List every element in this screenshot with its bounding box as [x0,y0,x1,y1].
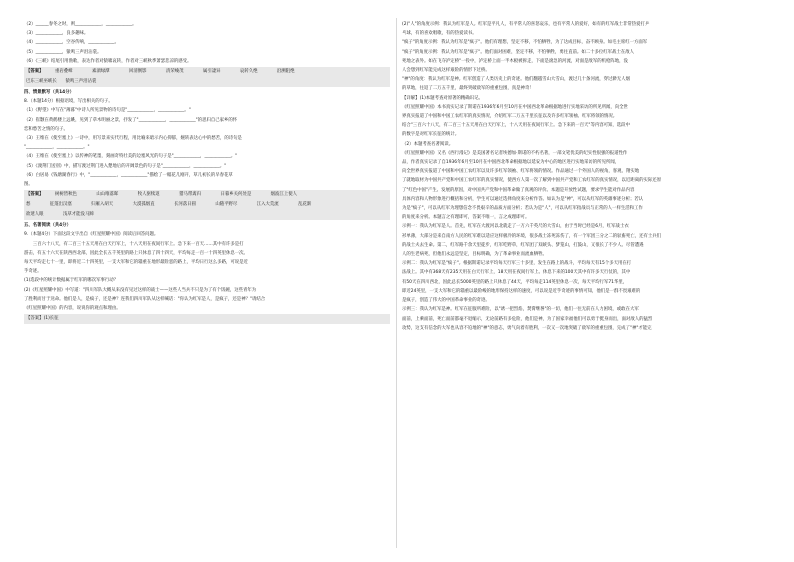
answer-line [26,210,388,220]
answer-item: 猎马带禽归 [179,192,202,198]
answer-item: 浅草才能没马蹄 [62,212,94,218]
question-line: （2）崔颢在黄鹤楼上远眺，见到了草木明丽之景，抒发了"____________，____________"的思归自己家乡的怀 [24,117,238,123]
answer-item: 素湍绿潭 [91,69,110,75]
body-line: 的战士夫去生命。第二，红军路千余天里徒步，红军吃野草，红军团了双峡头、梦笼山，打鼓山，又很长了不少人。尽管遭遇 [402,242,644,248]
body-line: 示例二：我认为红军是"疯子"。根据斯诺记录平均每天行军三十多里，发生在路上的战斗，平均每天有15个多天用在打 [402,261,632,267]
question-line: （2）______春冬之时，则____________，____________。 [24,22,137,27]
answer-line: 【答案】(1)长征 [26,316,59,322]
question-line: （4）王维在《使至塞上》以传神的笔墨，刻画奇特壮美的边塞风光的句子是"____________，____________。" [24,154,238,160]
answer-item: 烟波江上使人 [270,192,297,198]
question-line: (2)《红星照耀中国》中写道："四川军队大概从来没有见过这样的战士——这些人当兵不只是为了有个饭碗，这些青年为 [24,287,257,293]
answer-item: 大漠孤烟直 [132,202,155,208]
answer-item: 哀转久绝 [239,69,258,75]
question-line: （3）王维在《使至塞上》一诗中，用写景来实代行程，用比喻来暗示内心抑郁，婉转表达心中的愁苦，的诗句是 [24,136,242,142]
body-line: 界真实报道了中国和中国工农红军的真实情况，介绍红军二万五千里长征以及许多红军领袖、红军将领的情况。 [402,114,618,120]
excerpt-line: 游击，有五十六天在陕西西北部，因此全长五千英里的路上只休息了四十四天，平均每走一百一十四英里休息一次。 [24,250,248,256]
answer-item: 愁 [26,202,31,208]
body-line: 即近24英里，一支大军和它的辎重以最险峻的地形保持这样的速度，可以说是近乎奇迹的事情可知，他们是一群不畏艰难的 [402,288,641,294]
answer-block [24,314,390,324]
question-line: （6）《三峡》结尾引用渔歌，表达作者对猿啸哀转，作者对三峡秋季萧瑟悲凉的感受。 [24,58,192,64]
body-line: 示例一：我认为红军是人。首先，红军在大渡河以北就走了一万六千英尺的大雪山，由于当时已经是6月，红军战士衣 [402,224,629,230]
answer-item: 牧人驱犊返 [137,192,160,198]
body-line: （2）本题考查名著阅读。 [402,141,454,147]
answer-item: 沿溯阻绝 [276,69,295,75]
column-divider [396,18,397,548]
answer-item: 山随平野尽 [215,202,238,208]
body-line: 死地之表外。如在飞夺泸定桥"一役中，泸定桥上面一半木板被拆走，下面是滚急的河流，对面是敌军的机枪阵地，没 [402,58,628,64]
question-line: 了胜利而甘于送命。他们是人，是疯子，还是神？连我们四川军队从这样喊话："你认为红军是人，是疯子，还是神？"请结合 [24,296,266,302]
body-line: 是疯子，创造了伟大的中国革命事业的奇迹。 [402,298,490,304]
body-line: 向全世界真实报道了中国和中国工农红军以及许多红军领袖、红军将领的情况。作品通过一个外国人的视角，客观、翔实地 [402,169,640,175]
body-line: 乓球，有的喜欢唱歌，有的热爱读书。 [402,31,477,37]
answer-item: 长河落日圆 [173,202,196,208]
answer-item: 征蓬出汉塞 [49,202,72,208]
body-line: 示例三：我认为红军是神。红军在征服所难险，以"诱一把烈焰，焚膏继晷"的一切，他们一往无前在人力困境，或敢在大军 [402,307,639,313]
question-line: （6）白居易《钱塘湖春行》中，"____________，____________"描绘了一幅花儿刚开，草儿初长的早春花草 [24,172,233,178]
body-line: 面前，上乘面前，死亡面前都毫不退缩示，无论前路有多危险，他们是神，为了国家幸福他们可以勇于挺身而出，面对敌人的猛烈 [402,316,653,322]
answer-line [26,190,388,200]
answer-item: 山山唯落晖 [96,192,119,198]
excerpt-line: 三百六十八天，有二百三十五天用在白天行军上，十八天用在夜间行军上。急下来一百天……其中有许多是打 [24,241,244,247]
body-line: 的草地，往返了二万五千里，最终突破敌军的重重包围，真是神奇！ [402,86,534,92]
body-line: 【详解】(1)本题考查对原著的精确识记。 [402,95,483,101]
answer-item: 日暮乡关何处是 [220,192,252,198]
excerpt-line: 乎奇迹。 [24,269,42,275]
answer-item: 属引凄异 [202,69,221,75]
body-line: 攻势，这支有信念的大军也从容不迫地的"神"的意志，勇气向着有胜利，一次又一次地突破了敌军的重重包围，完成了"神"才能完 [402,325,652,331]
question-line: （4）____________，空谷传响，____________。 [24,40,119,46]
body-line: 《红星照耀中国》又名《西行漫记》是美国著名记者埃德加·斯诺的不朽名著，一部文笔优美的纪实性很强的报道性作 [402,150,628,156]
question-line: （3）____________，良多趣味。 [24,31,89,37]
excerpt-line: 每天平均走七十一里，即将近二十四英里，一支大军和它的辎重在地形最险恶的路上，平均日行这么多路，可说是近 [24,260,248,266]
body-line: (2)"人"的角度示例：我认为红军是人。红军是平凡人，有平常人的喜怒哀乐，也有平常人的爱好，如有的红军战士非常热爱打乒 [402,22,650,27]
question-line: （5）____________，猿鸣三声泪沾裳。 [24,49,102,55]
body-line: 的角度来分析。本题言之有理即可，答案不唯一，言之成理即可。 [402,215,530,221]
answer-item: 归雁入胡天 [91,202,114,208]
answer-item: 回清倒影 [128,69,147,75]
body-line: 衫单薄，大部分是来自南方人民的红军难以适应这样极冷的环境，很多战士冻死冻伤了，有一个军团三分之二的驮畜死亡，还有士兵们 [402,233,662,239]
question-title: 9.（本题4分）下面这段文字出自《红星照耀中国》阅读后回答问题。 [24,232,159,238]
answer-item: 清荣峻茂 [165,69,184,75]
answer-tag: 【答案】 [26,69,44,75]
question-title: 8.（本题14分）根据语境，写出相关的句子。 [24,99,113,105]
answer-item: 重岩叠嶂 [54,69,73,75]
excerpt-block [24,240,390,277]
question-line: 恋和愁苦之情的句子。 [24,126,68,132]
answer-line: 巴东三峡巫峡长 猿鸣三声泪沾裳 [26,79,97,85]
answer-block [24,67,390,87]
body-line: 《红星照耀中国》本书真实记录了斯诺在1936年6月至10月在中国西北革命根据地进行实地采访的所见所闻，向全世 [402,104,628,110]
question-line: （5）《渡荆门送别》中，描写渡过荆门进入楚地后的开阔景色的句子是"____________，____________。" [24,163,227,169]
section-heading: 四、情景默写（共14分） [24,90,75,96]
answer-item: 树树皆秋色 [54,192,77,198]
answer-item: 乱花渐 [298,202,312,208]
body-line: 人会想到红军能完成这样艰险的情形下过桥。 [402,68,490,74]
body-line: 结合"三百六十八天，有二百三十五天用在白天行军上，十八天用在夜间行军上。急下来的一百天"等内容可知，选段中 [402,123,630,129]
answer-line [26,200,388,210]
body-line: 为是"疯子"，可以从红军为理想信念不畏艰辛的品质方面分析；若认为是"人"，可以从红军指战员与正常的人一样生活和工作 [402,206,643,212]
question-line: "____________，____________。" [24,145,90,151]
body-line: 有50天在四川西北，因此总长5000英里的路上只休息了44天，平均每走114英里休息一次，每天平均行军71华里， [402,279,628,285]
question-line: 图。 [24,182,33,188]
body-line: 了就地取材为中国共产党和中国工农红军的真实情况，使西方人第一次了解到中国共产党和工农红军的真实情况，以近距离的实际还原 [402,178,662,184]
body-line: 了"红色中国"产生、发展的原因，对中国共产党和中国革命做了真观的评价。本题是开放性试题，要求学生能对作品内容 [402,187,635,193]
answer-block [24,190,390,220]
left-column [24,20,390,325]
question-line: 《红星照耀中国》的内容，说说你的观点和理由。 [24,306,121,312]
body-line: 的数字是对红军长征的统计。 [402,132,460,138]
answer-line [26,67,388,77]
question-line: （1）《野望》中写在"薄暮"中诗人所见景物的诗句是"____________，____________。" [24,108,191,114]
body-line: "疯子"的角度示例：我认为红军是"疯子"。他们面对困难，坚定不移，不怕牺牲，勇往直前。如二十多位红军战士在敌人 [402,49,635,55]
body-line: 具体内容和人物形象进行概括和分析，学生可以通过选择角度来分析作答。如认为是"神"，可以从红军的英雄事迹分析；若认 [402,196,644,202]
answer-item: 江入大荒流 [256,202,279,208]
section-heading: 五、名著阅读（共4分） [24,223,71,229]
answer-tag: 【答案】 [26,192,44,198]
body-line: 法战上。其中有368天有235天用在白天行军上，18天用在夜间行军上。休息下来的100天其中有许多天行仗的，其中 [402,270,631,276]
body-line: "神"的角度：我认为红军是神。红军创造了人类历史上的奇迹。他们翻越雪山大雪山，渡过几十条河流，穿过渺无人烟 [402,77,630,83]
answer-item: 欲迷人眼 [26,212,44,218]
body-line: 品，作者真实记录了自1936年6月至10月在中国西北革命根据地以延安为中心的地区进行实地采访的所见所闻， [402,160,620,166]
body-line: 人的生老病死，但他们永远是坚定，目标明确，为了革命事业而流血牺牲。 [402,252,547,258]
right-column [402,20,772,333]
body-line: "疯子"的角度示例：我认为红军是"疯子"。他们有理想，坚定不移，不怕牺牲，为了达成目标，奋不顾身。如毛主席红一方面军 [402,40,648,46]
question-line: (1)选段中的统计数据属于红军的哪次军事行动？ [24,278,119,284]
